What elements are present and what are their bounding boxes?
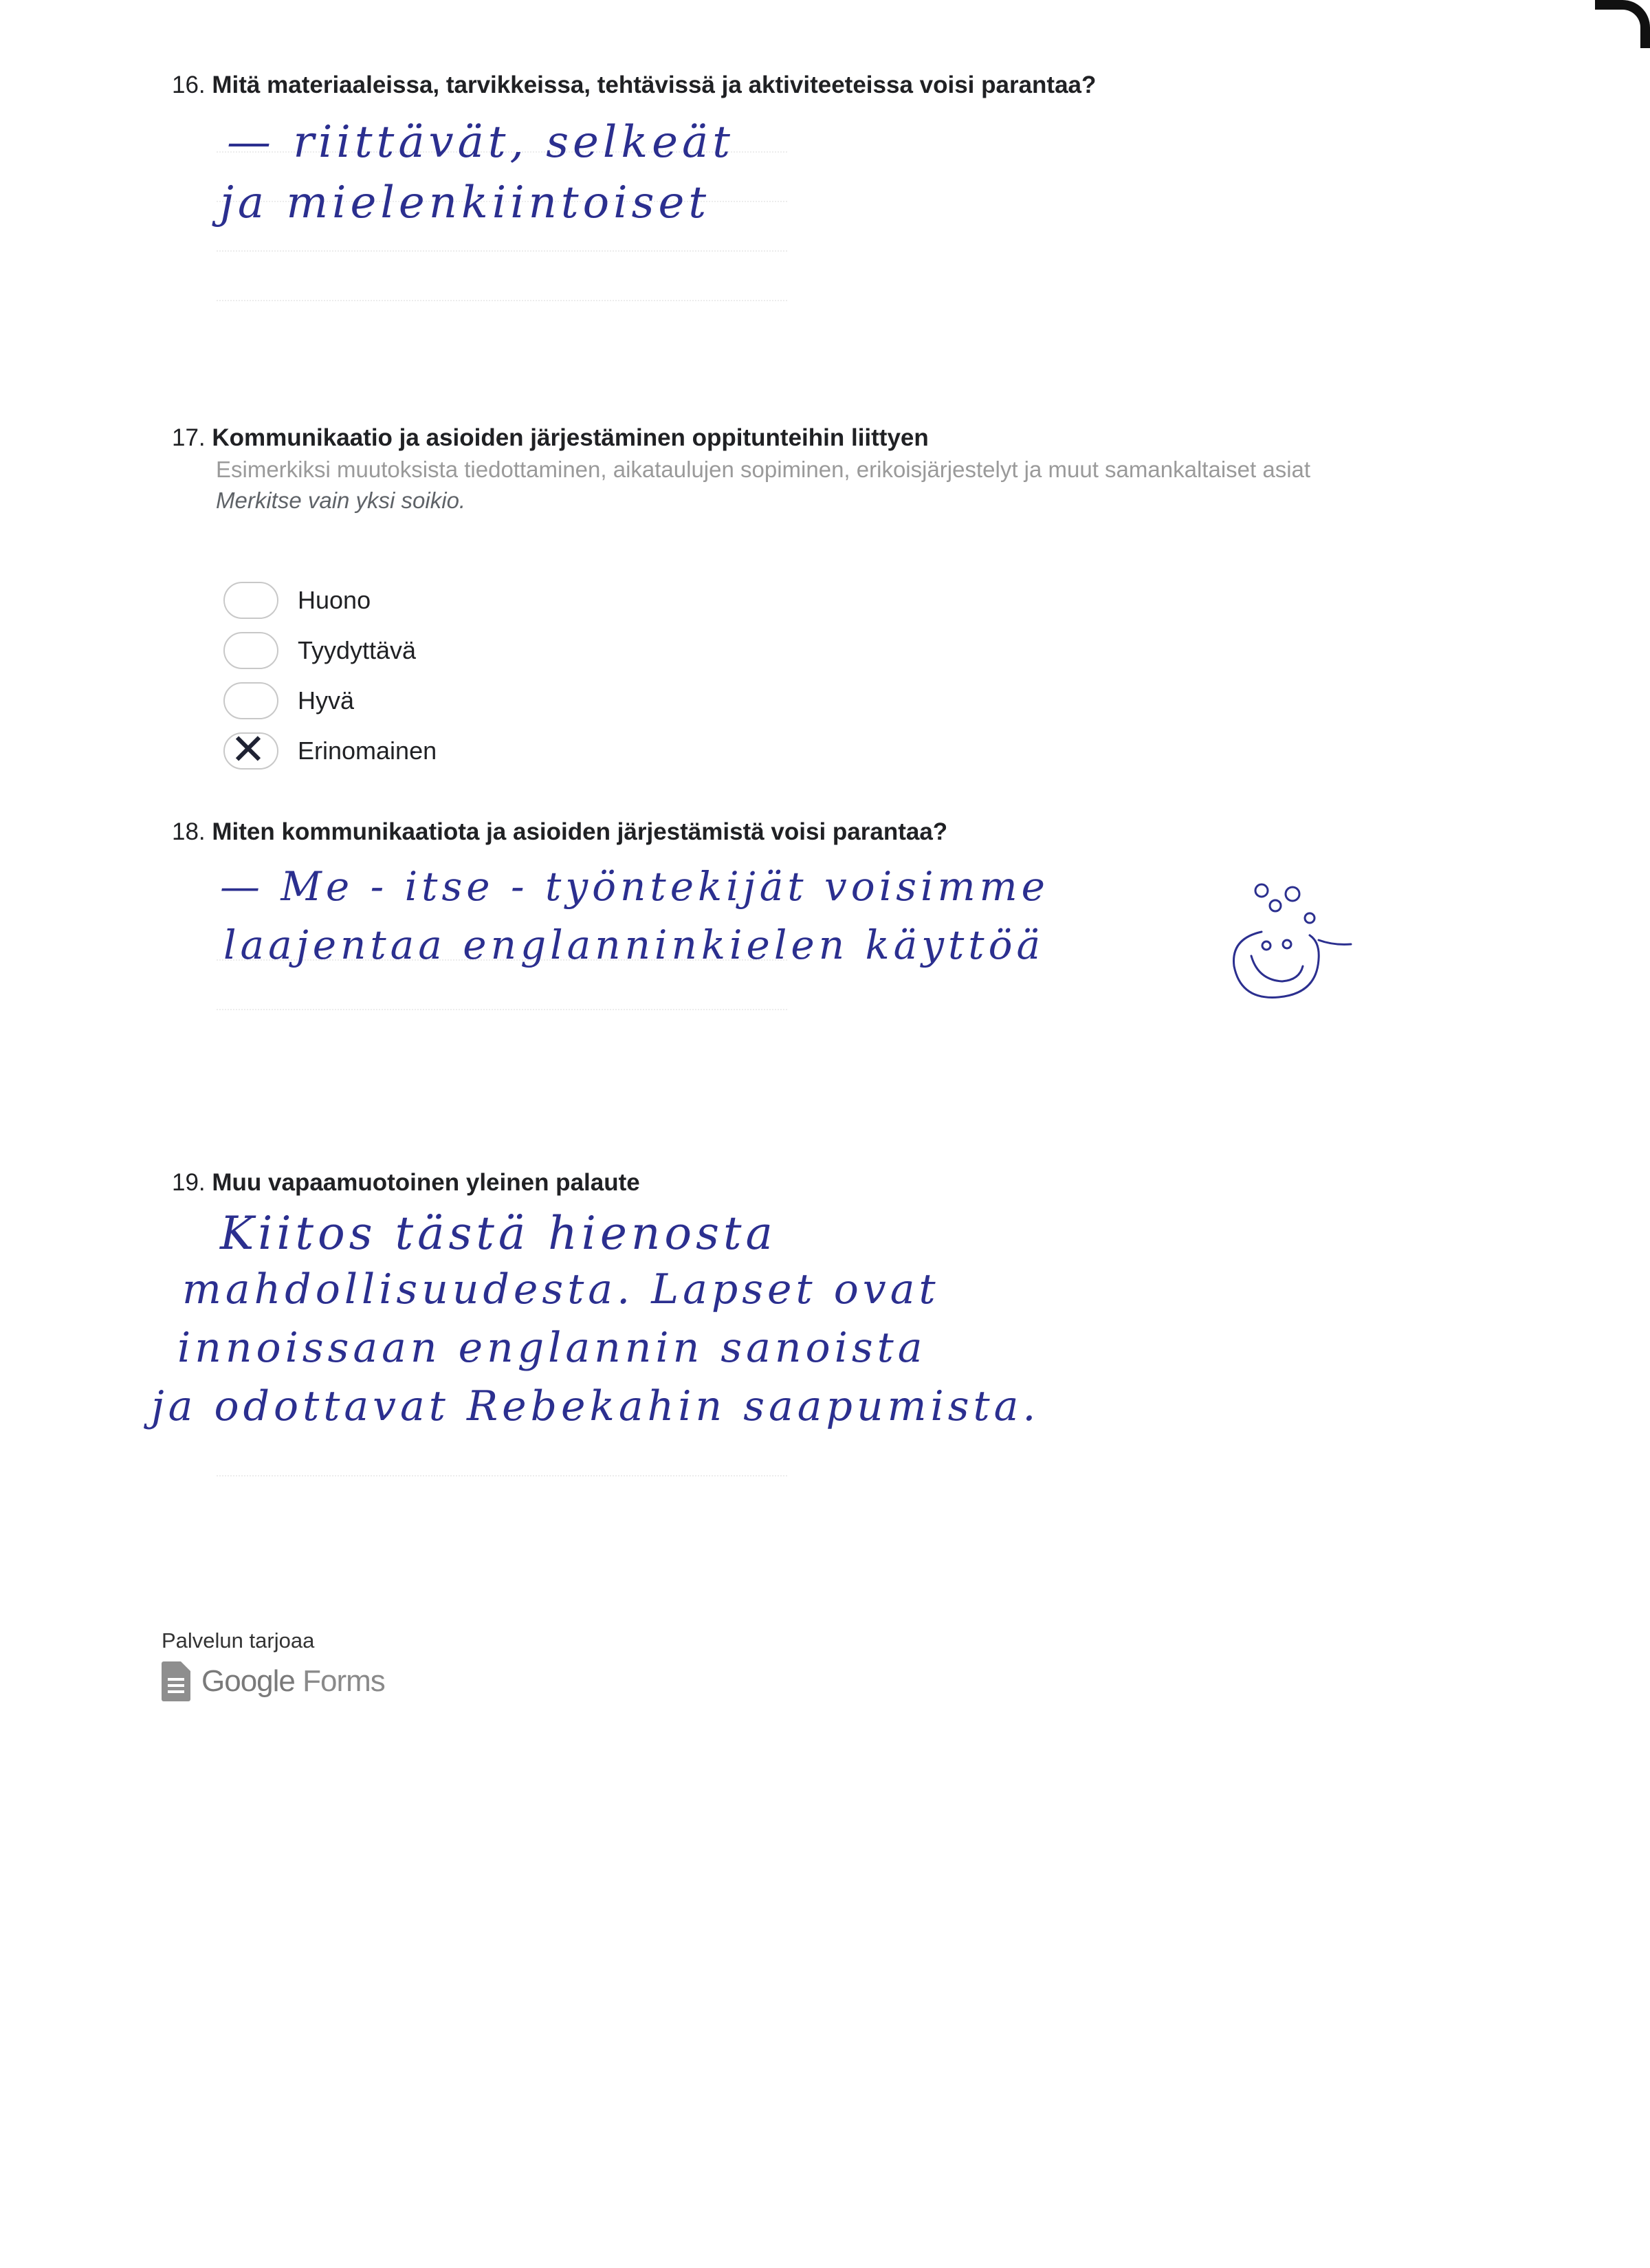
option-hyva[interactable] — [223, 675, 437, 726]
handwritten-check-mark: ✕ — [230, 723, 266, 774]
handwritten-answer-16-line-2: ja mielenkiintoiset — [220, 177, 711, 228]
brand-text — [201, 1664, 385, 1699]
scan-corner-mark — [1595, 0, 1650, 48]
question-16-title — [172, 69, 1478, 102]
radio-oval[interactable] — [223, 682, 278, 719]
option-erinomainen[interactable] — [223, 723, 437, 776]
answer-area-19 — [217, 1475, 787, 1525]
forms-document-icon — [162, 1661, 190, 1701]
radio-oval[interactable] — [223, 582, 278, 619]
google-forms-logo[interactable] — [162, 1661, 385, 1701]
option-label: Tyydyttävä — [298, 635, 417, 664]
question-17-title — [172, 422, 1478, 455]
question-16 — [172, 69, 1478, 102]
question-text: Miten kommunikaatiota ja asioiden järjestämistä voisi parantaa? — [212, 818, 948, 845]
smiley-doodle-icon — [1224, 877, 1361, 1007]
handwritten-answer-18-line-2: laajentaa englanninkielen käyttöä — [223, 922, 1045, 968]
question-18 — [172, 816, 1478, 849]
question-17-description: Esimerkiksi muutoksista tiedottaminen, aikataulujen sopiminen, erikoisjärjestelyt ja muut samankaltaiset asiat — [216, 457, 1311, 482]
handwritten-answer-19-line-1: Kiitos tästä hienosta — [220, 1207, 777, 1260]
radio-oval[interactable] — [223, 632, 278, 669]
question-18-title — [172, 816, 1478, 849]
option-label: Erinomainen — [298, 736, 437, 765]
question-number: 16. — [172, 72, 206, 98]
handwritten-answer-18-line-1: — Me - itse - työntekijät voisimme — [220, 863, 1049, 910]
question-17 — [172, 422, 1478, 516]
option-label: Huono — [298, 585, 371, 614]
question-number: 17. — [172, 424, 206, 451]
handwritten-answer-19-line-4: ja odottavat Rebekahin saapumista. — [151, 1382, 1040, 1430]
option-tyydyttava[interactable] — [223, 625, 437, 675]
question-17-instruction: Merkitse vain yksi soikio. — [216, 488, 466, 513]
handwritten-answer-19-line-3: innoissaan englannin sanoista — [177, 1324, 927, 1372]
question-17-options — [223, 575, 437, 776]
question-number: 18. — [172, 818, 206, 845]
question-text: Muu vapaamuotoinen yleinen palaute — [212, 1169, 640, 1196]
handwritten-answer-16-line-1: — riittävät, selkeät — [227, 117, 734, 168]
question-number: 19. — [172, 1169, 206, 1196]
question-text: Mitä materiaaleissa, tarvikkeissa, tehtävissä ja aktiviteeteissa voisi parantaa? — [212, 72, 1097, 98]
answer-area-18 — [217, 959, 787, 1058]
handwritten-answer-19-line-2: mahdollisuudesta. Lapset ovat — [182, 1265, 940, 1313]
brand-forms: Forms — [302, 1664, 385, 1698]
question-19 — [172, 1166, 1478, 1199]
radio-oval[interactable] — [223, 723, 278, 774]
question-text: Kommunikaatio ja asioiden järjestäminen oppitunteihin liittyen — [212, 424, 929, 451]
question-19-title — [172, 1166, 1478, 1199]
brand-google: Google — [201, 1664, 295, 1698]
footer-label: Palvelun tarjoaa — [162, 1628, 315, 1653]
footer — [162, 1628, 385, 1701]
option-label: Hyvä — [298, 686, 355, 715]
option-huono[interactable] — [223, 575, 437, 625]
